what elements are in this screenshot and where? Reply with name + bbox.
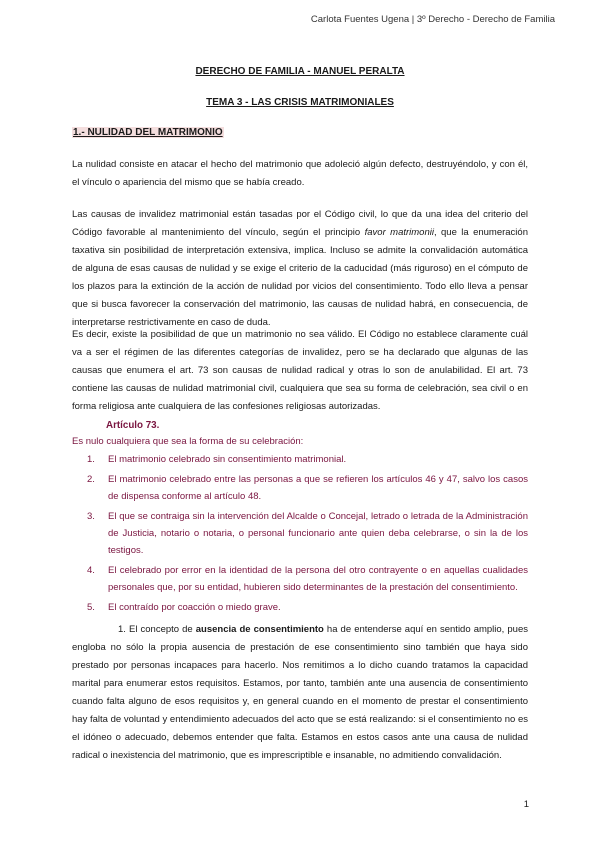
list-item [87, 508, 528, 559]
list-item [87, 599, 528, 616]
paragraph-text: , que la enumeración taxativa sin posibilidad de interpretación extensiva, implica. Incluso se admite la convalidación automática de alguna de esas causas de nulidad y se exige el criterio de la caducidad (más riguroso) en el cómputo de los plazos para la extinción de la acción de nulidad por vicios del consentimiento. Todo ello lleva a pensar que si busca favorecer la conservación del matrimonio, las causas de nulidad habrá, en consecuencia, de interpretarse restrictivamente en caso de duda. [72, 227, 528, 328]
article-intro: Es nulo cualquiera que sea la forma de su celebración: [72, 436, 304, 447]
paragraph-causes [72, 206, 528, 332]
list-number: 5. [87, 602, 95, 613]
paragraph-text: ha de entenderse aquí en sentido amplio, pues engloba no sólo la propia ausencia de prestación de ese consentimiento sino también que haya sido prestado por personas incapaces para hacerlo. Nos remitimos a lo dicho cuando tratamos la capacidad marital para enumerar estos requisitos. Estamos, por tanto, también ante una ausencia de consentimiento cuando falta alguno de esos requisitos y, en general cuando en el momento de prestar el consentimiento hay falta de voluntad y entendimiento adecuados del acto que se está realizando: si el consentimiento no es el idóneo o adecuado, debemos entender que falta. Estamos en estos casos ante una causa de nulidad radical o inexistencia del matrimonio, que es imprescriptible e insanable, no admitiendo convalidación. [72, 624, 528, 761]
section-heading: 1.- NULIDAD DEL MATRIMONIO [73, 127, 223, 138]
list-text: El que se contraiga sin la intervención del Alcalde o Concejal, letrado o letrada de la Administración de Justicia, notario o notaria, o personal funcionario ante quien deba celebrarse, o sin la de los testigos. [108, 511, 528, 556]
list-item [87, 471, 528, 505]
page-header: Carlota Fuentes Ugena | 3º Derecho - Derecho de Familia [310, 14, 555, 25]
list-text: El celebrado por error en la identidad de la persona del otro contrayente o en aquellas cualidades personales que, por su entidad, hubieren sido determinantes de la prestación del consentimiento. [108, 565, 528, 593]
paragraph-absence-consent [72, 621, 528, 765]
paragraph-article-73-intro: Es decir, existe la posibilidad de que un matrimonio no sea válido. El Código no establece claramente cuál va a ser el régimen de las diferentes categorías de invalidez, pero se ha declarado que algunas de las causas que enumera el art. 73 son causas de nulidad radical y otras lo son de anulabilidad. El art. 73 contiene las causas de nulidad matrimonial civil, cualquiera que sea su forma de celebración, sea civil o en forma religiosa ante cualquiera de las confesiones religiosas autorizadas. [72, 329, 528, 412]
list-item [87, 562, 528, 596]
latin-term: favor matrimonii [364, 227, 434, 238]
list-text: El matrimonio celebrado sin consentimiento matrimonial. [108, 454, 347, 465]
list-number: 3. [87, 511, 95, 522]
list-number: 2. [87, 474, 95, 485]
article-title: Artículo 73. [106, 420, 160, 431]
paragraph-definition: La nulidad consiste en atacar el hecho del matrimonio que adoleció algún defecto, destruyéndolo, y con él, el vínculo o apariencia del mismo que se había creado. [72, 159, 528, 188]
topic-title: TEMA 3 - LAS CRISIS MATRIMONIALES [206, 97, 394, 108]
list-item [87, 451, 528, 468]
page-number: 1 [523, 799, 529, 810]
document-title: DERECHO DE FAMILIA - MANUEL PERALTA [195, 66, 405, 77]
paragraph-text: 1. El concepto de [118, 624, 196, 635]
list-text: El contraído por coacción o miedo grave. [108, 602, 281, 613]
list-number: 1. [87, 454, 95, 465]
list-number: 4. [87, 565, 95, 576]
list-text: El matrimonio celebrado entre las personas a que se refieren los artículos 46 y 47, salvo los casos de dispensa conforme al artículo 48. [108, 474, 528, 502]
key-term: ausencia de consentimiento [195, 624, 324, 635]
paragraph-text: Las causas de invalidez matrimonial están tasadas por el Código civil, lo que da una idea del criterio del Código favorable al mantenimiento del vínculo, según el principio [72, 209, 528, 238]
article-list [87, 451, 528, 619]
